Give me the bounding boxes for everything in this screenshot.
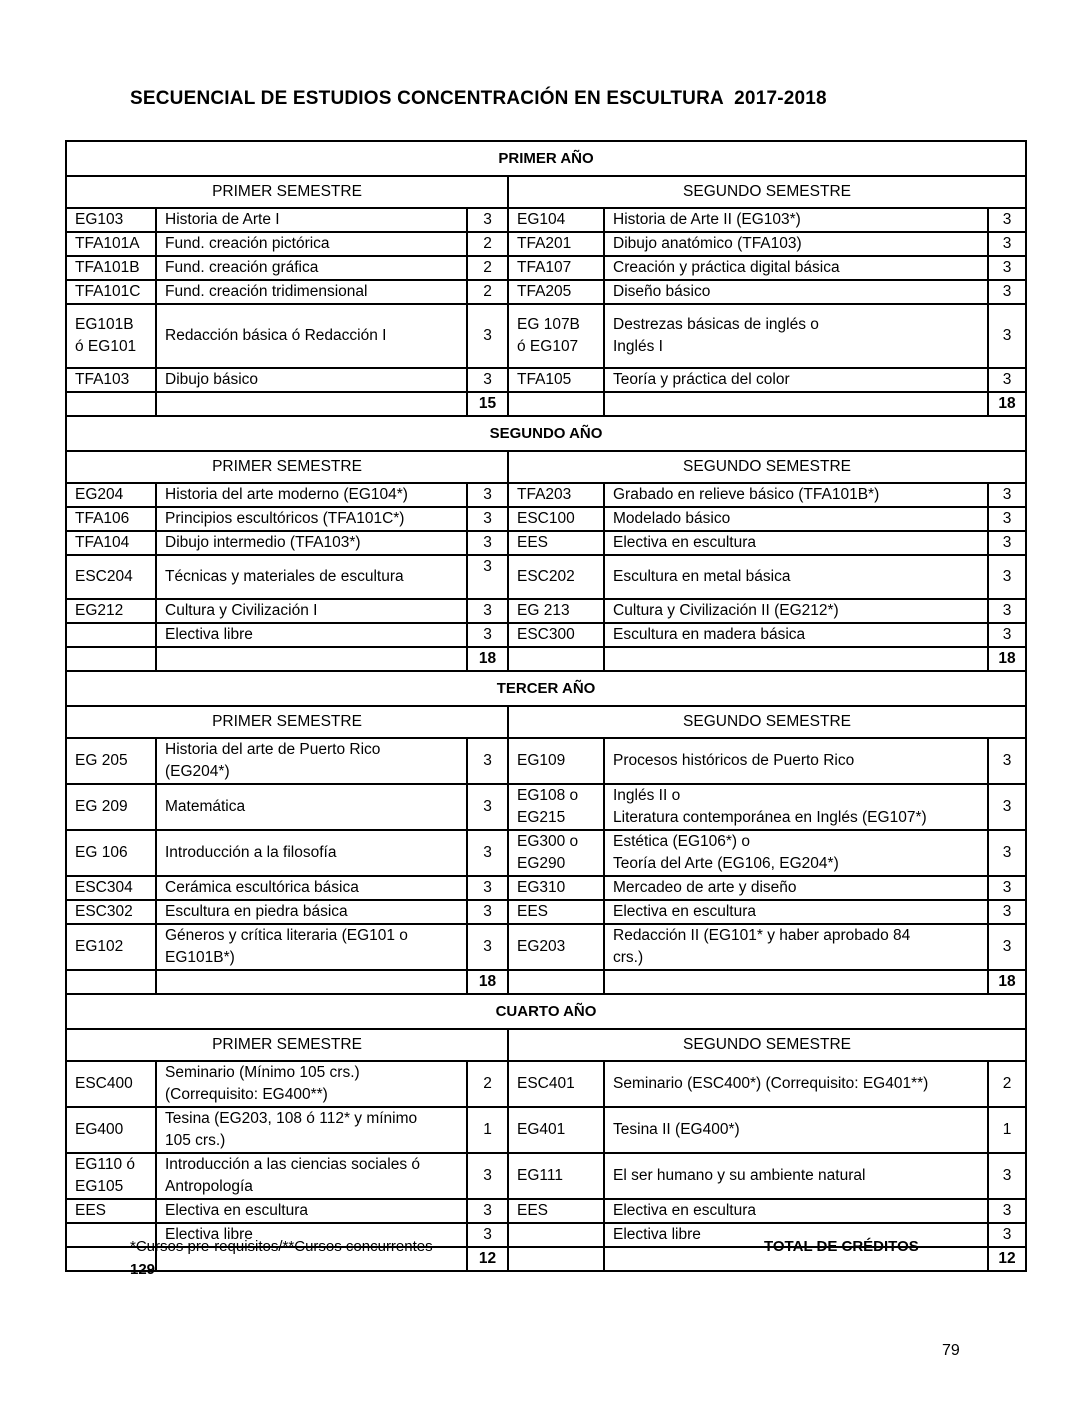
course-row <box>66 1199 1026 1223</box>
course-name: Técnicas y materiales de escultura <box>156 555 467 599</box>
year-header-row <box>66 416 1026 451</box>
empty-cell <box>604 647 988 671</box>
course-credits: 3 <box>988 232 1026 256</box>
course-credits: 1 <box>988 1107 1026 1153</box>
semester-total-row <box>66 392 1026 416</box>
course-code: EG 209 <box>66 784 156 830</box>
course-credits: 3 <box>467 208 508 232</box>
course-code: EG101B ó EG101 <box>66 304 156 368</box>
year-header-row <box>66 141 1026 176</box>
course-name: El ser humano y su ambiente natural <box>604 1153 988 1199</box>
course-name: Electiva en escultura <box>604 900 988 924</box>
course-row <box>66 483 1026 507</box>
course-code: EG109 <box>508 738 604 784</box>
course-code: EG103 <box>66 208 156 232</box>
course-credits: 3 <box>467 483 508 507</box>
course-code: EG 106 <box>66 830 156 876</box>
total-credits-label: TOTAL DE CRÉDITOS <box>764 1238 919 1255</box>
course-name: Inglés II o Literatura contemporánea en Inglés (EG107*) <box>604 784 988 830</box>
course-code: TFA101C <box>66 280 156 304</box>
course-row <box>66 784 1026 830</box>
course-code: EG110 ó EG105 <box>66 1153 156 1199</box>
course-code: EG104 <box>508 208 604 232</box>
empty-cell <box>508 970 604 994</box>
year-header-row <box>66 671 1026 706</box>
course-credits: 3 <box>988 830 1026 876</box>
course-name: Escultura en piedra básica <box>156 900 467 924</box>
course-code: EG 205 <box>66 738 156 784</box>
course-code: EG 213 <box>508 599 604 623</box>
course-credits: 3 <box>988 1199 1026 1223</box>
course-row <box>66 599 1026 623</box>
empty-cell <box>604 970 988 994</box>
course-code: EG203 <box>508 924 604 970</box>
footnote-legend: *Cursos pre-requisitos/**Cursos concurrentes <box>130 1238 433 1255</box>
course-credits: 3 <box>467 507 508 531</box>
course-code: EES <box>66 1199 156 1223</box>
course-code: ESC302 <box>66 900 156 924</box>
course-code: EG300 o EG290 <box>508 830 604 876</box>
first-semester-heading: PRIMER SEMESTRE <box>66 706 508 738</box>
first-semester-total: 15 <box>467 392 508 416</box>
course-row <box>66 738 1026 784</box>
course-credits: 2 <box>988 1061 1026 1107</box>
course-code: TFA205 <box>508 280 604 304</box>
course-code: EG102 <box>66 924 156 970</box>
course-code: EG400 <box>66 1107 156 1153</box>
course-credits: 3 <box>467 876 508 900</box>
course-name: Creación y práctica digital básica <box>604 256 988 280</box>
course-row <box>66 208 1026 232</box>
course-name: Estética (EG106*) o Teoría del Arte (EG106, EG204*) <box>604 830 988 876</box>
year-heading: SEGUNDO AÑO <box>66 416 1026 451</box>
course-name: Cultura y Civilización II (EG212*) <box>604 599 988 623</box>
course-name: Historia del arte de Puerto Rico (EG204*) <box>156 738 467 784</box>
course-row <box>66 924 1026 970</box>
empty-cell <box>156 647 467 671</box>
course-code: EES <box>508 1199 604 1223</box>
empty-cell <box>66 647 156 671</box>
second-semester-total: 12 <box>988 1247 1026 1271</box>
course-credits: 3 <box>467 1223 508 1247</box>
course-name: Teoría y práctica del color <box>604 368 988 392</box>
course-name: Géneros y crítica literaria (EG101 o EG101B*) <box>156 924 467 970</box>
course-credits: 3 <box>467 304 508 368</box>
document-title: SECUENCIAL DE ESTUDIOS CONCENTRACIÓN EN ESCULTURA 2017-2018 <box>130 88 827 109</box>
course-name: Dibujo anatómico (TFA103) <box>604 232 988 256</box>
course-code: EG 107B ó EG107 <box>508 304 604 368</box>
second-semester-heading: SEGUNDO SEMESTRE <box>508 451 1026 483</box>
course-credits: 2 <box>467 256 508 280</box>
course-code: EG108 o EG215 <box>508 784 604 830</box>
first-semester-heading: PRIMER SEMESTRE <box>66 1029 508 1061</box>
course-credits: 3 <box>988 784 1026 830</box>
course-code: EG204 <box>66 483 156 507</box>
course-name: Fund. creación gráfica <box>156 256 467 280</box>
course-code: TFA104 <box>66 531 156 555</box>
course-name: Escultura en metal básica <box>604 555 988 599</box>
first-semester-total: 12 <box>467 1247 508 1271</box>
course-name: Escultura en madera básica <box>604 623 988 647</box>
empty-cell <box>156 392 467 416</box>
course-code: ESC304 <box>66 876 156 900</box>
course-name: Mercadeo de arte y diseño <box>604 876 988 900</box>
course-credits: 3 <box>467 900 508 924</box>
course-name: Cultura y Civilización I <box>156 599 467 623</box>
course-code: TFA101B <box>66 256 156 280</box>
first-semester-total: 18 <box>467 647 508 671</box>
course-name: Historia del arte moderno (EG104*) <box>156 483 467 507</box>
course-credits: 3 <box>988 280 1026 304</box>
course-name: Electiva en escultura <box>604 1199 988 1223</box>
course-name: Seminario (ESC400*) (Correquisito: EG401**) <box>604 1061 988 1107</box>
course-credits: 3 <box>988 876 1026 900</box>
year-heading: PRIMER AÑO <box>66 141 1026 176</box>
course-name: Dibujo básico <box>156 368 467 392</box>
first-semester-heading: PRIMER SEMESTRE <box>66 451 508 483</box>
semester-header-row <box>66 451 1026 483</box>
course-credits: 3 <box>988 256 1026 280</box>
course-name: Tesina (EG203, 108 ó 112* y mínimo 105 crs.) <box>156 1107 467 1153</box>
empty-cell <box>508 392 604 416</box>
course-credits: 3 <box>467 623 508 647</box>
course-code: EES <box>508 900 604 924</box>
course-code: TFA203 <box>508 483 604 507</box>
course-row <box>66 304 1026 368</box>
course-credits: 1 <box>467 1107 508 1153</box>
course-name: Introducción a las ciencias sociales ó Antropología <box>156 1153 467 1199</box>
course-code: EG111 <box>508 1153 604 1199</box>
course-credits: 3 <box>467 531 508 555</box>
course-name: Historia de Arte II (EG103*) <box>604 208 988 232</box>
course-row <box>66 555 1026 599</box>
course-credits: 3 <box>467 830 508 876</box>
course-code: TFA103 <box>66 368 156 392</box>
course-name: Seminario (Mínimo 105 crs.) (Correquisito: EG400**) <box>156 1061 467 1107</box>
course-credits: 3 <box>467 368 508 392</box>
course-credits: 3 <box>467 555 508 599</box>
course-code: EG212 <box>66 599 156 623</box>
course-row <box>66 280 1026 304</box>
course-credits: 3 <box>467 1153 508 1199</box>
course-credits: 3 <box>988 507 1026 531</box>
course-credits: 2 <box>467 280 508 304</box>
course-name: Cerámica escultórica básica <box>156 876 467 900</box>
course-name: Historia de Arte I <box>156 208 467 232</box>
course-code: ESC204 <box>66 555 156 599</box>
semester-total-row <box>66 647 1026 671</box>
course-credits: 3 <box>467 738 508 784</box>
course-credits: 3 <box>467 924 508 970</box>
course-name: Procesos históricos de Puerto Rico <box>604 738 988 784</box>
second-semester-total: 18 <box>988 392 1026 416</box>
empty-cell <box>66 392 156 416</box>
empty-cell <box>508 647 604 671</box>
course-name: Electiva libre <box>604 1223 988 1247</box>
course-name: Electiva libre <box>156 1223 467 1247</box>
course-name: Principios escultóricos (TFA101C*) <box>156 507 467 531</box>
course-code: EG310 <box>508 876 604 900</box>
course-name: Redacción básica ó Redacción I <box>156 304 467 368</box>
course-credits: 3 <box>467 599 508 623</box>
course-name: Introducción a la filosofía <box>156 830 467 876</box>
course-name: Redacción II (EG101* y haber aprobado 84 crs.) <box>604 924 988 970</box>
semester-header-row <box>66 1029 1026 1061</box>
course-code: ESC401 <box>508 1061 604 1107</box>
course-code: TFA106 <box>66 507 156 531</box>
course-credits: 3 <box>988 1223 1026 1247</box>
course-row <box>66 531 1026 555</box>
course-code: ESC202 <box>508 555 604 599</box>
first-semester-total: 18 <box>467 970 508 994</box>
course-credits: 3 <box>467 784 508 830</box>
course-code: ESC100 <box>508 507 604 531</box>
semester-header-row <box>66 176 1026 208</box>
year-heading: CUARTO AÑO <box>66 994 1026 1029</box>
course-row <box>66 1107 1026 1153</box>
course-code: ESC400 <box>66 1061 156 1107</box>
empty-cell <box>604 392 988 416</box>
semester-total-row <box>66 970 1026 994</box>
course-code: ESC300 <box>508 623 604 647</box>
course-credits: 3 <box>988 304 1026 368</box>
semester-header-row <box>66 706 1026 738</box>
course-name: Grabado en relieve básico (TFA101B*) <box>604 483 988 507</box>
course-sequence-table <box>65 140 1027 1272</box>
second-semester-heading: SEGUNDO SEMESTRE <box>508 176 1026 208</box>
course-row <box>66 623 1026 647</box>
second-semester-heading: SEGUNDO SEMESTRE <box>508 706 1026 738</box>
page-number: 79 <box>942 1342 960 1359</box>
course-credits: 3 <box>988 599 1026 623</box>
first-semester-heading: PRIMER SEMESTRE <box>66 176 508 208</box>
second-semester-heading: SEGUNDO SEMESTRE <box>508 1029 1026 1061</box>
course-name: Electiva en escultura <box>156 1199 467 1223</box>
course-credits: 2 <box>467 1061 508 1107</box>
total-credits-value: 129 <box>130 1261 156 1278</box>
year-heading: TERCER AÑO <box>66 671 1026 706</box>
course-name: Destrezas básicas de inglés o Inglés I <box>604 304 988 368</box>
empty-cell <box>156 970 467 994</box>
course-row <box>66 232 1026 256</box>
course-credits: 3 <box>988 924 1026 970</box>
course-code <box>508 1223 604 1247</box>
course-credits: 2 <box>467 232 508 256</box>
second-semester-total: 18 <box>988 647 1026 671</box>
course-code: TFA201 <box>508 232 604 256</box>
course-credits: 3 <box>988 738 1026 784</box>
course-credits: 3 <box>988 483 1026 507</box>
second-semester-total: 18 <box>988 970 1026 994</box>
course-name: Modelado básico <box>604 507 988 531</box>
course-name: Fund. creación tridimensional <box>156 280 467 304</box>
course-row <box>66 507 1026 531</box>
course-name: Electiva en escultura <box>604 531 988 555</box>
course-code: TFA101A <box>66 232 156 256</box>
course-credits: 3 <box>988 555 1026 599</box>
course-row <box>66 1153 1026 1199</box>
course-code: TFA107 <box>508 256 604 280</box>
course-name: Matemática <box>156 784 467 830</box>
year-header-row <box>66 994 1026 1029</box>
course-credits: 3 <box>467 1199 508 1223</box>
course-code: EG401 <box>508 1107 604 1153</box>
empty-cell <box>508 1247 604 1271</box>
course-credits: 3 <box>988 623 1026 647</box>
course-code <box>66 623 156 647</box>
course-name: Tesina II (EG400*) <box>604 1107 988 1153</box>
course-name: Dibujo intermedio (TFA103*) <box>156 531 467 555</box>
course-code: EES <box>508 531 604 555</box>
course-name: Diseño básico <box>604 280 988 304</box>
course-credits: 3 <box>988 1153 1026 1199</box>
course-row <box>66 830 1026 876</box>
course-row <box>66 876 1026 900</box>
course-row <box>66 256 1026 280</box>
course-credits: 3 <box>988 900 1026 924</box>
course-row <box>66 900 1026 924</box>
course-name: Electiva libre <box>156 623 467 647</box>
course-credits: 3 <box>988 208 1026 232</box>
course-row <box>66 368 1026 392</box>
course-row <box>66 1061 1026 1107</box>
course-code: TFA105 <box>508 368 604 392</box>
course-credits: 3 <box>988 368 1026 392</box>
empty-cell <box>66 970 156 994</box>
course-name: Fund. creación pictórica <box>156 232 467 256</box>
course-credits: 3 <box>988 531 1026 555</box>
